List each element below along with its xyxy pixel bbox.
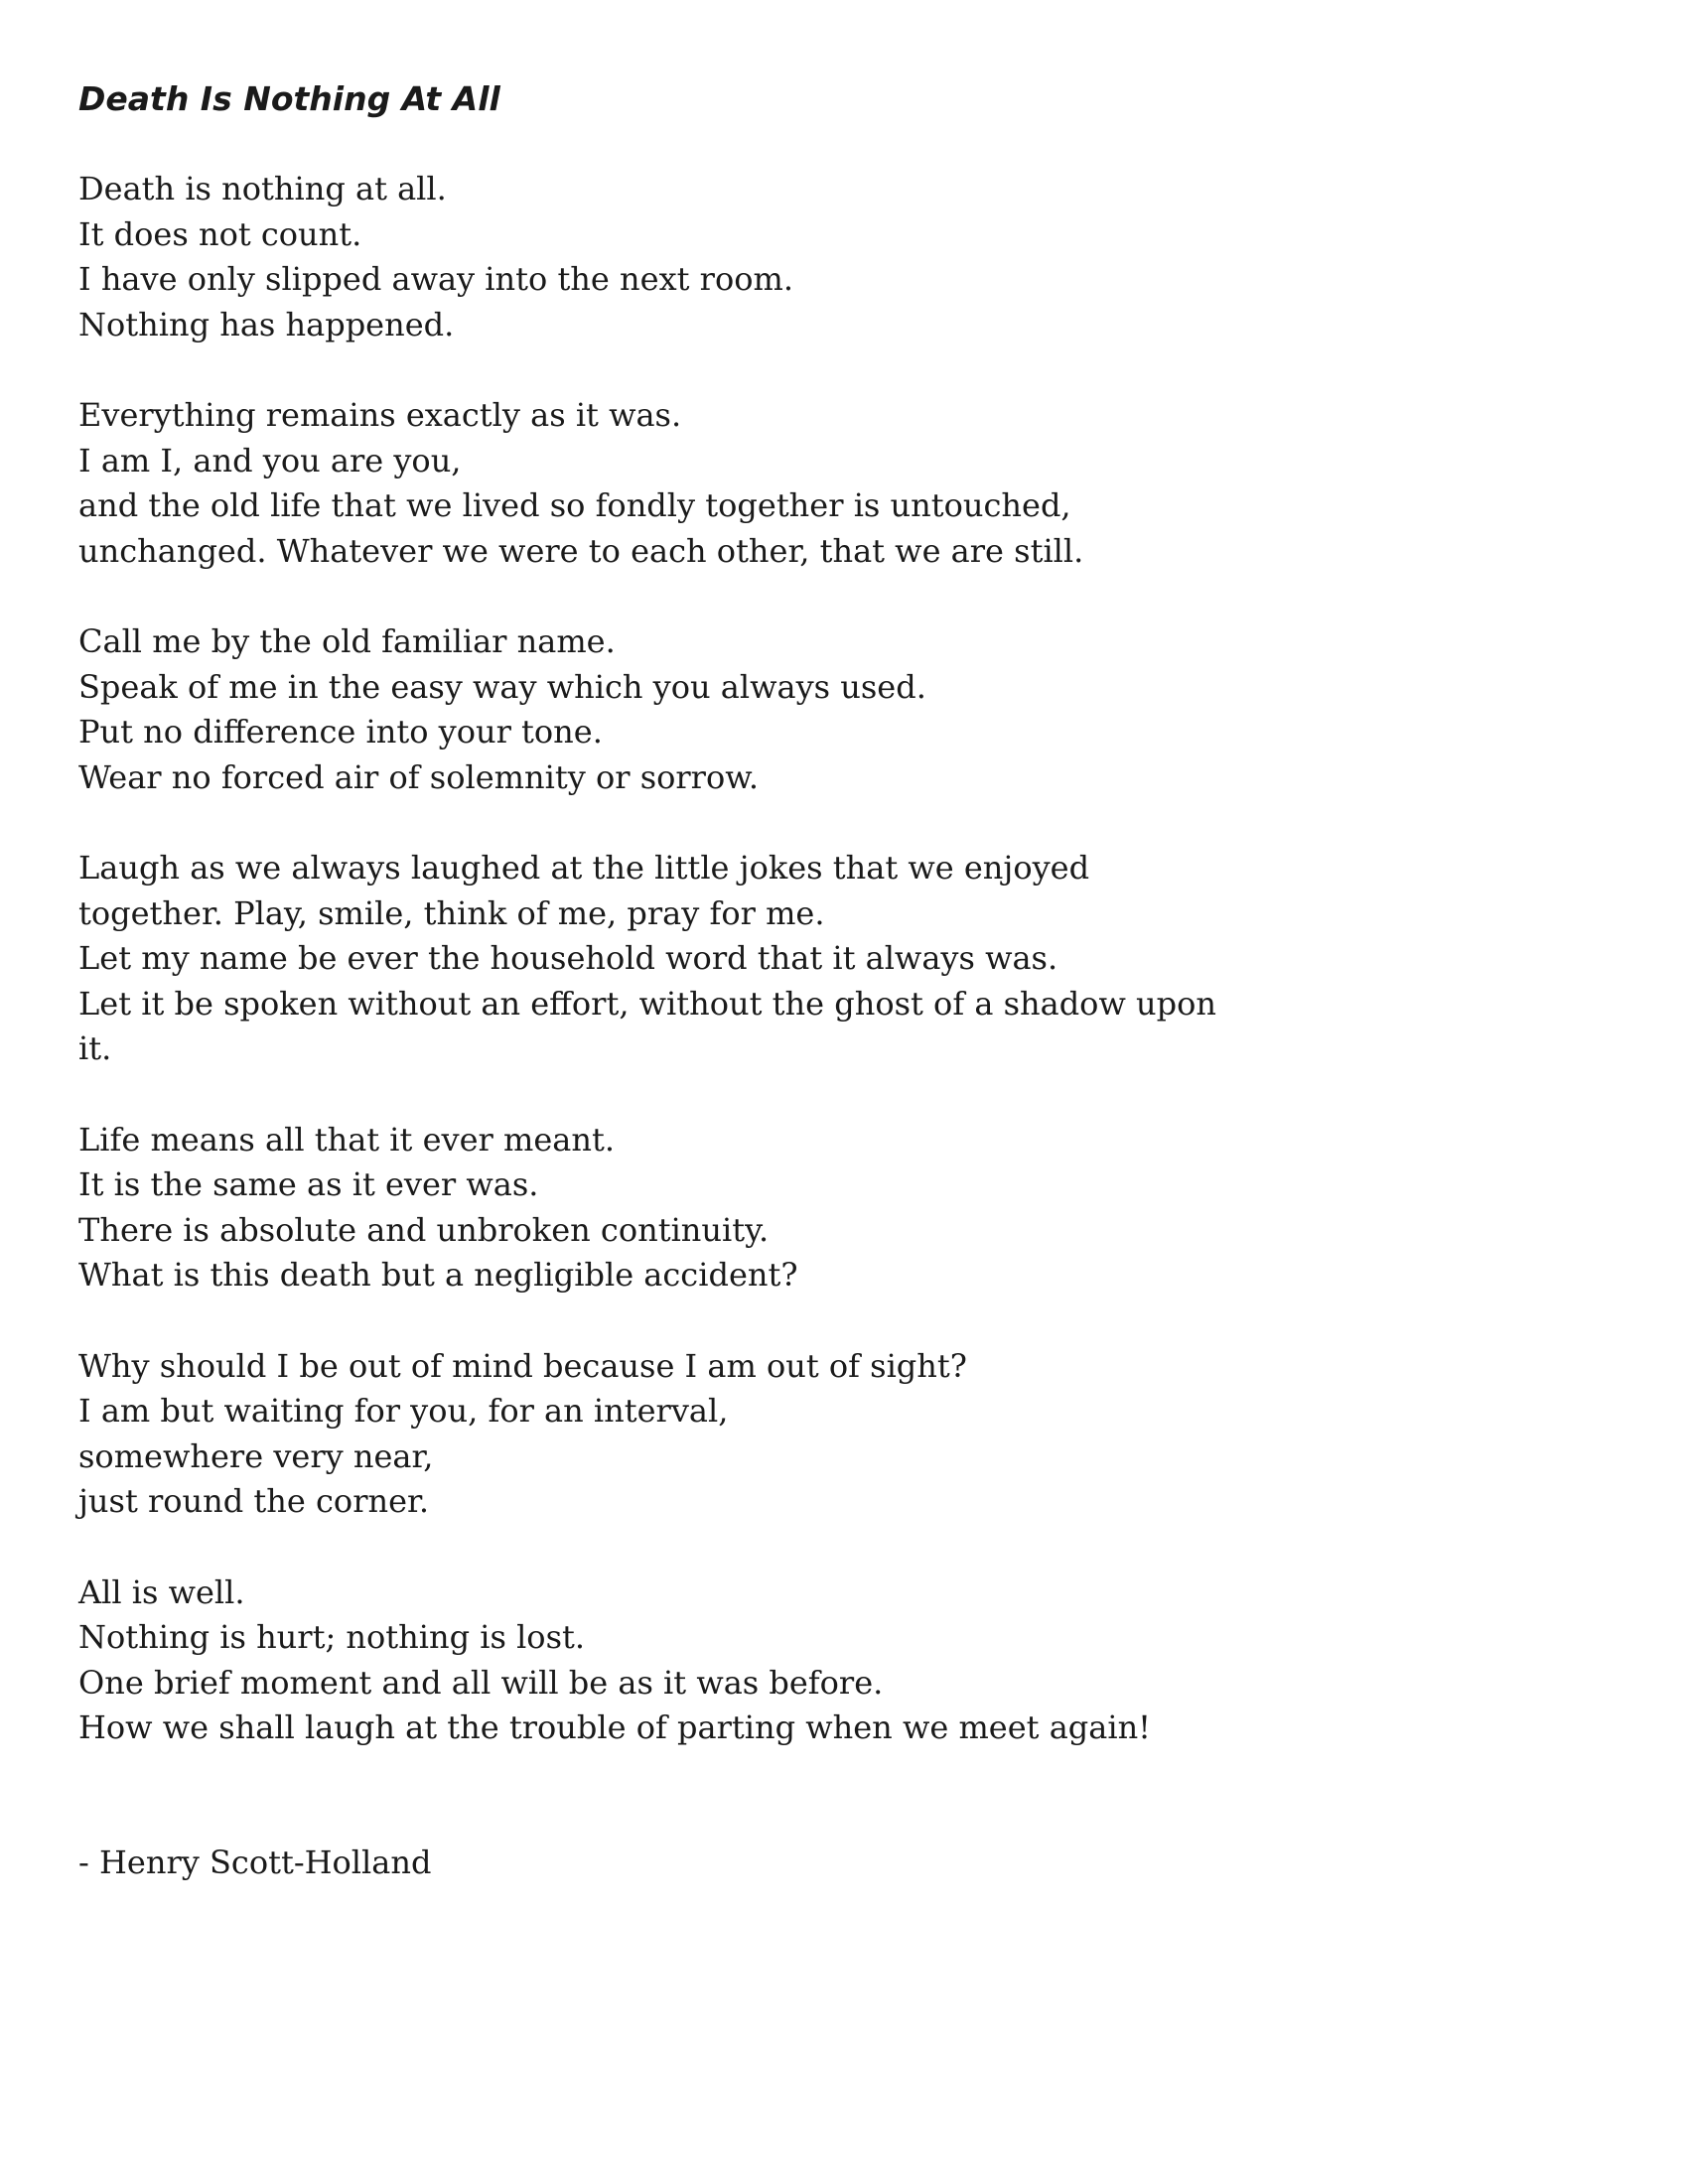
- poem-line: There is absolute and unbroken continuity.: [78, 1210, 770, 1249]
- poem-line: somewhere very near,: [78, 1436, 434, 1475]
- stanza-1: [78, 167, 1588, 347]
- stanza-3: [78, 619, 1588, 800]
- poem-line: Death is nothing at all.: [78, 170, 447, 207]
- poem-line: together. Play, smile, think of me, pray for me.: [78, 893, 825, 932]
- poem-line: I have only slipped away into the next room.: [78, 260, 793, 298]
- poem-line: Why should I be out of mind because I am out of sight?: [78, 1346, 967, 1385]
- poem-line: Let it be spoken without an effort, without the ghost of a shadow upon: [78, 984, 1216, 1023]
- stanza-5: [78, 1118, 1588, 1298]
- poem-line: What is this death but a negligible accident?: [78, 1256, 798, 1294]
- stanza-4: [78, 846, 1588, 1072]
- poem-line: It does not count.: [78, 214, 362, 253]
- poem-line: Speak of me in the easy way which you always used.: [78, 667, 926, 706]
- poem-line: Laugh as we always laughed at the little jokes that we enjoyed: [78, 849, 1090, 887]
- poem-line: It is the same as it ever was.: [78, 1165, 539, 1203]
- poem-line: Life means all that it ever meant.: [78, 1120, 615, 1159]
- poem-line: I am I, and you are you,: [78, 441, 462, 479]
- poem-line: Nothing has happened.: [78, 305, 455, 343]
- poem-line: it.: [78, 1029, 112, 1067]
- poem-line: Put no difference into your tone.: [78, 713, 603, 751]
- poem-line: One brief moment and all will be as it was before.: [78, 1663, 884, 1702]
- poem-line: Nothing is hurt; nothing is lost.: [78, 1618, 586, 1656]
- poem-line: Everything remains exactly as it was.: [78, 396, 682, 434]
- stanza-6: [78, 1344, 1588, 1525]
- poem-line: I am but waiting for you, for an interval,: [78, 1392, 729, 1430]
- document-page: [78, 77, 1588, 1885]
- stanza-7: [78, 1570, 1588, 1751]
- poem-line: Let my name be ever the household word that it always was.: [78, 939, 1058, 977]
- poem-line: unchanged. Whatever we were to each other, that we are still.: [78, 531, 1084, 570]
- poem-line: Call me by the old familiar name.: [78, 622, 616, 660]
- poem-line: All is well.: [78, 1572, 245, 1611]
- poem-title: Death Is Nothing At All: [78, 79, 500, 118]
- poem-line: How we shall laugh at the trouble of parting when we meet again!: [78, 1708, 1152, 1746]
- stanza-2: [78, 393, 1588, 574]
- poem-line: just round the corner.: [78, 1482, 429, 1520]
- poem-line: Wear no forced air of solemnity or sorrow.: [78, 757, 759, 796]
- poem-line: and the old life that we lived so fondly together is untouched,: [78, 486, 1071, 524]
- poem-author: - Henry Scott-Holland: [78, 1843, 432, 1881]
